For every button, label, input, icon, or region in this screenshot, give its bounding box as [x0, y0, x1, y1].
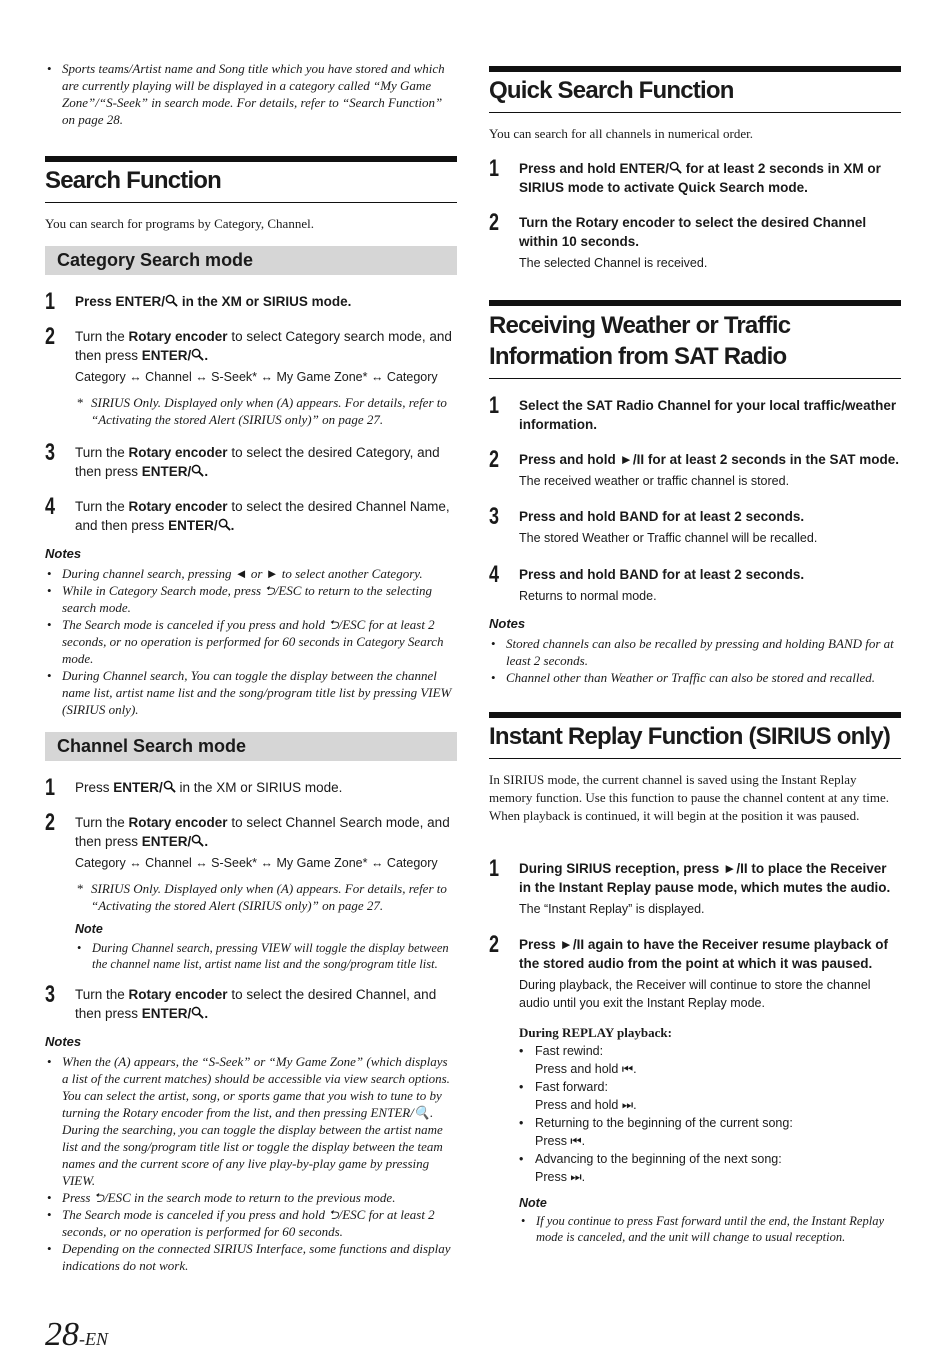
playback-item: • Returning to the beginning of the current song: Press ⏮.	[519, 1114, 901, 1150]
weather-step-1	[489, 392, 901, 434]
step-text: Press and hold BAND for at least 2 seconds.	[519, 509, 805, 524]
search-icon	[218, 518, 231, 531]
section-title-weather-traffic: Receiving Weather or Traffic Information from SAT Radio	[489, 300, 901, 379]
notes-heading: Notes	[45, 1034, 82, 1049]
playback-item: • Fast forward: Press and hold ⏭.	[519, 1078, 901, 1114]
quick-step-1	[489, 155, 901, 197]
step-number: 2	[489, 931, 500, 958]
intro-bullet: • Sports teams/Artist name and Song title which you have stored and which are currently playing will be displayed in a category called “My Game Zone”/“S-Seek” in search mode. For details, refer to “Search Function” on page 28.	[45, 60, 457, 128]
search-function-intro: You can search for programs by Category, Channel.	[45, 216, 314, 231]
step-number: 4	[45, 493, 56, 520]
note-item: • Depending on the connected SIRIUS Interface, some functions and display indications do not work.	[45, 1240, 457, 1274]
note-item: • During channel search, pressing ◄ or ► to select another Category.	[45, 565, 457, 582]
step-text: Press ►/II again to have the Receiver resume playback of the stored audio from the point at which it was paused.	[519, 937, 889, 971]
note-item: • During Channel search, You can toggle the display between the channel name list, artist name list and the song/program title list by pressing VIEW (SIRIUS only).	[45, 667, 457, 718]
weather-step-2	[489, 446, 901, 490]
page-number-value: 28	[45, 1316, 79, 1353]
note-item: • While in Category Search mode, press ⮌/ESC to return to the selecting search mode.	[45, 582, 457, 616]
step-number: 2	[45, 323, 56, 350]
step-number: 4	[489, 561, 500, 588]
step-result: Returns to normal mode.	[519, 589, 657, 603]
subsection-title-channel-search: Channel Search mode	[45, 732, 457, 761]
note-item: • Stored channels can also be recalled by pressing and holding BAND for at least 2 seconds.	[489, 635, 901, 669]
search-icon	[191, 1006, 204, 1019]
playback-item: • Advancing to the beginning of the next song: Press ⏭.	[519, 1150, 901, 1186]
step-number: 1	[45, 774, 56, 801]
step-result: The stored Weather or Traffic channel will be recalled.	[519, 531, 818, 545]
category-notes	[45, 565, 457, 718]
playback-item: • Fast rewind: Press and hold ⏮.	[519, 1042, 901, 1078]
step-number: 2	[489, 446, 500, 473]
note-heading: Note	[519, 1196, 547, 1210]
channel-step-1	[45, 774, 457, 801]
page-number	[45, 1316, 108, 1354]
section-title-search-function: Search Function	[45, 156, 457, 203]
category-step-2	[45, 323, 457, 386]
search-icon	[165, 294, 178, 307]
note-item: • The Search mode is canceled if you press and hold ⮌/ESC for at least 2 seconds, or no operation is performed for 60 seconds in Category Search mode.	[45, 616, 457, 667]
notes-heading: Notes	[45, 546, 82, 561]
category-step-1	[45, 288, 457, 315]
weather-step-4	[489, 561, 901, 605]
star-note: * SIRIUS Only. Displayed only when (A) appears. For details, refer to “Activating the stored Alert (SIRIUS only)” on page 27.	[75, 880, 457, 914]
quick-search-intro: You can search for all channels in numerical order.	[489, 126, 754, 141]
replay-step-2	[489, 931, 901, 1012]
subsection-title-category-search: Category Search mode	[45, 246, 457, 275]
star-note: * SIRIUS Only. Displayed only when (A) appears. For details, refer to “Activating the stored Alert (SIRIUS only)” on page 27.	[75, 394, 457, 428]
channel-step-3	[45, 981, 457, 1023]
channel-step-2	[45, 809, 457, 872]
note-item: • Channel other than Weather or Traffic can also be stored and recalled.	[489, 669, 901, 686]
page-number-suffix: -EN	[79, 1329, 108, 1349]
inner-note-heading: Note	[75, 922, 103, 936]
step-number: 1	[45, 288, 56, 315]
instant-replay-intro: In SIRIUS mode, the current channel is saved using the Instant Replay memory function. Use this function to pause the channel content at any time. When playback is continued, it will begin at the position it was paused.	[489, 772, 890, 823]
step-number: 2	[45, 809, 56, 836]
note-item: • The Search mode is canceled if you press and hold ⮌/ESC for at least 2 seconds, or no operation is performed for 60 seconds.	[45, 1206, 457, 1240]
weather-notes	[489, 635, 901, 686]
step-text: Press ENTER/ in the XM or SIRIUS mode.	[75, 780, 343, 795]
channel-notes	[45, 1053, 457, 1274]
category-cycle: Category ↔ Channel ↔ S-Seek* ↔ My Game Zone* ↔ Category	[75, 856, 438, 870]
step-number: 3	[489, 503, 500, 530]
step-text: Press ENTER/ in the XM or SIRIUS mode.	[75, 294, 352, 309]
step-text: Turn the Rotary encoder to select Category search mode, and then press ENTER/ .	[75, 329, 452, 363]
inner-note	[75, 940, 457, 972]
note-item: • During Channel search, pressing VIEW will toggle the display between the channel name list, artist name list and the song/program title list.	[75, 940, 457, 972]
step-number: 1	[489, 855, 500, 882]
step-result: The selected Channel is received.	[519, 256, 708, 270]
step-text: During SIRIUS reception, press ►/II to place the Receiver in the Instant Replay pause mode, which mutes the audio.	[519, 861, 891, 895]
step-text: Turn the Rotary encoder to select Channel Search mode, and then press ENTER/ .	[75, 815, 450, 849]
step-number: 3	[45, 439, 56, 466]
replay-note	[519, 1213, 901, 1245]
search-icon	[669, 161, 682, 174]
step-text: Select the SAT Radio Channel for your local traffic/weather information.	[519, 398, 897, 432]
note-item: • Press ⮌/ESC in the search mode to return to the previous mode.	[45, 1189, 457, 1206]
note-item: • When the (A) appears, the “S-Seek” or “My Game Zone” (which displays a list of the current matches) should be accessible via view search options. You can select the artist, song, or sports game that you wish to tune to by turning the Rotary encoder from the list, and then pressing ENTER/🔍. During the searching, you can toggle the display between the artist name list and the song/program title list or toggle the display between the team names and the current score of any live play-by-play game by pressing VIEW.	[45, 1053, 457, 1189]
replay-step-1	[489, 855, 901, 918]
step-number: 1	[489, 392, 500, 419]
search-icon	[191, 464, 204, 477]
replay-playback-list	[519, 1042, 901, 1186]
notes-heading: Notes	[489, 616, 526, 631]
search-icon	[191, 348, 204, 361]
step-text: Turn the Rotary encoder to select the desired Category, and then press ENTER/ .	[75, 445, 440, 479]
quick-step-2	[489, 209, 901, 272]
search-icon	[191, 834, 204, 847]
category-step-3	[45, 439, 457, 481]
category-step-4	[45, 493, 457, 535]
step-result: The “Instant Replay” is displayed.	[519, 902, 705, 916]
step-text: Turn the Rotary encoder to select the desired Channel within 10 seconds.	[519, 215, 867, 249]
weather-step-3	[489, 503, 901, 547]
step-text: Turn the Rotary encoder to select the desired Channel Name, and then press ENTER/ .	[75, 499, 450, 533]
note-item: • If you continue to press Fast forward until the end, the Instant Replay mode is canceled, and the unit will change to usual reception.	[519, 1213, 901, 1245]
step-result: The received weather or traffic channel is stored.	[519, 474, 790, 488]
step-text: Press and hold BAND for at least 2 seconds.	[519, 567, 805, 582]
category-cycle: Category ↔ Channel ↔ S-Seek* ↔ My Game Zone* ↔ Category	[75, 370, 438, 384]
step-result: During playback, the Receiver will continue to store the channel audio until you exit the Instant Replay mode.	[519, 978, 871, 1010]
replay-playback-heading: During REPLAY playback:	[519, 1025, 672, 1040]
step-text: Press and hold ►/II for at least 2 seconds in the SAT mode.	[519, 452, 899, 467]
step-number: 2	[489, 209, 500, 236]
search-icon	[163, 780, 176, 793]
section-title-instant-replay: Instant Replay Function (SIRIUS only)	[489, 712, 901, 759]
step-text: Turn the Rotary encoder to select the desired Channel, and then press ENTER/ .	[75, 987, 437, 1021]
step-number: 1	[489, 155, 500, 182]
step-text: Press and hold ENTER/ for at least 2 seconds in XM or SIRIUS mode to activate Quick Search mode.	[519, 161, 881, 195]
section-title-quick-search: Quick Search Function	[489, 66, 901, 113]
step-number: 3	[45, 981, 56, 1008]
